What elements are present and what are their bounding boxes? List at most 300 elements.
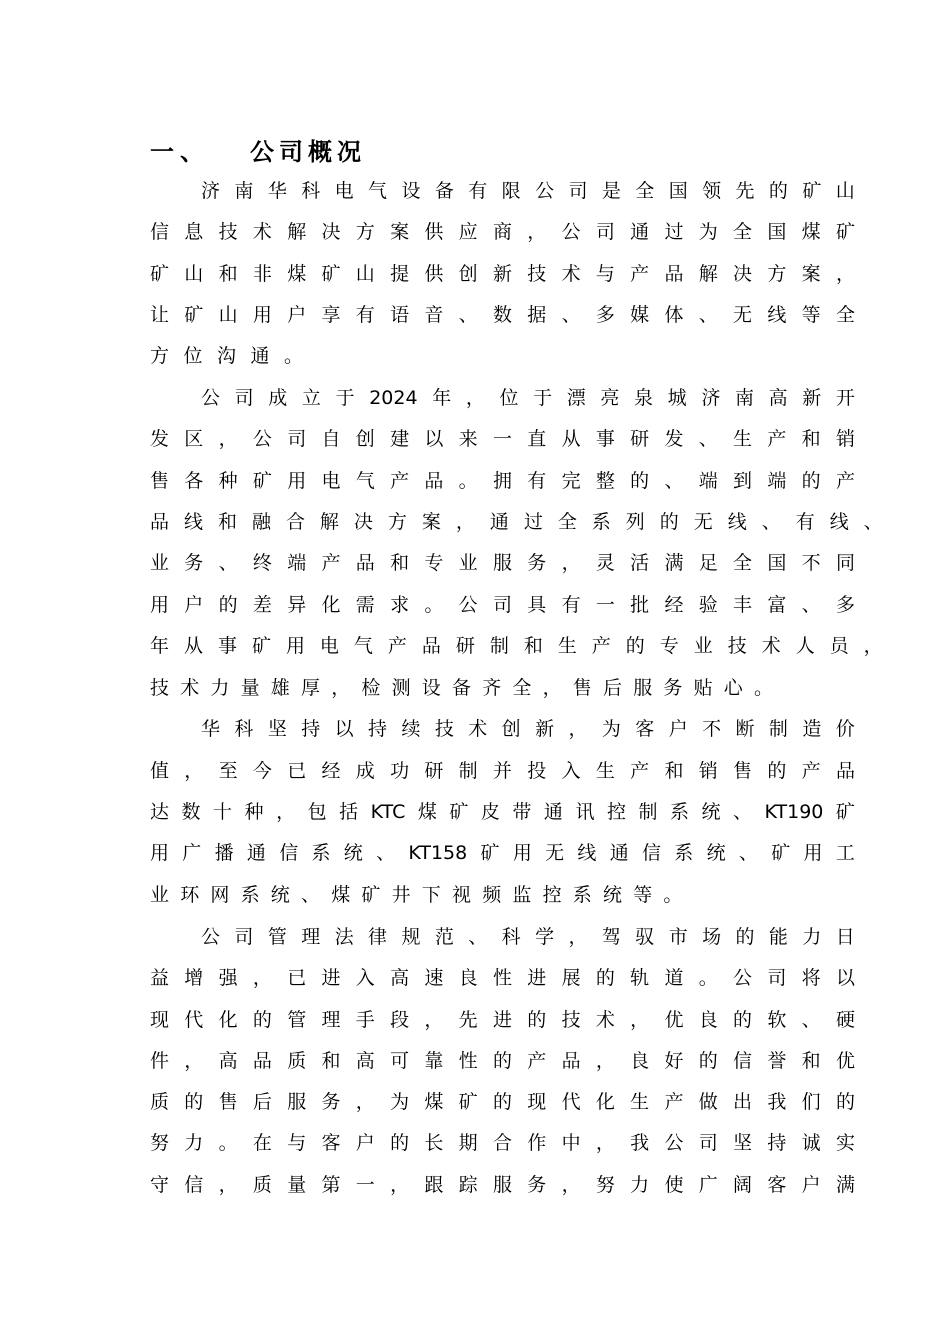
text-line [150,756,855,786]
glyph: 良 [630,1050,650,1072]
glyph: 验 [698,594,718,616]
glyph: 完 [561,470,581,492]
glyph: 。 [698,967,718,989]
glyph: 服 [287,1091,307,1113]
glyph: 售 [218,1091,238,1113]
glyph: 进 [492,1009,512,1031]
glyph: 场 [702,926,722,948]
glyph: 年 [432,387,452,409]
glyph: 的 [625,635,645,657]
glyph: 华 [267,180,287,202]
glyph: 司 [568,180,588,202]
glyph: 律 [368,926,388,948]
glyph: 、 [561,304,581,326]
glyph: 立 [301,387,321,409]
glyph: 、 [738,842,758,864]
glyph: 的 [252,1009,272,1031]
glyph: 的 [698,1050,718,1072]
glyph: 公 [201,926,221,948]
glyph: 法 [334,926,354,948]
glyph: 、 [863,511,883,533]
glyph: 无 [545,842,565,864]
glyph: 生 [630,1091,650,1113]
glyph: 研 [630,428,650,450]
glyph: 软 [767,1009,787,1031]
glyph: 现 [150,1009,170,1031]
glyph: 信 [150,221,170,243]
glyph: 、 [801,1009,821,1031]
glyph: 并 [492,760,512,782]
glyph: 质 [150,1091,170,1113]
glyph: 决 [353,511,373,533]
glyph: KT158 [408,842,468,864]
glyph: 山 [218,304,238,326]
text-line [150,963,855,993]
glyph: 融 [251,511,271,533]
glyph: 后 [252,1091,272,1113]
glyph: 、 [698,304,718,326]
glyph: 泉 [634,387,654,409]
glyph: 靠 [424,1050,444,1072]
glyph: 十 [213,801,233,823]
glyph: 速 [424,967,444,989]
glyph: 方 [767,263,787,285]
glyph: 做 [698,1091,718,1113]
glyph: 守 [150,1174,170,1196]
glyph: 销 [835,428,855,450]
glyph: 到 [733,470,753,492]
glyph: 高 [390,967,410,989]
glyph: 产 [630,263,650,285]
glyph: 持 [767,1132,787,1154]
glyph: ， [184,1050,204,1072]
glyph: 、 [376,842,396,864]
glyph: ， [465,387,485,409]
glyph: 户 [184,594,204,616]
glyph: ， [863,635,883,657]
glyph: 术 [561,263,581,285]
glyph: 案 [390,221,410,243]
glyph: ， [595,1132,615,1154]
glyph: 终 [252,552,272,574]
glyph: 销 [698,760,718,782]
glyph: 我 [767,1091,787,1113]
glyph: 的 [492,1091,512,1113]
glyph: ， [252,967,272,989]
glyph: 数 [492,304,512,326]
glyph: 技 [434,718,454,740]
glyph: 满 [835,1174,855,1196]
glyph: 创 [458,263,478,285]
glyph: 气 [353,635,373,657]
glyph: 们 [801,1091,821,1113]
glyph: 学 [535,926,555,948]
glyph: ， [355,1091,375,1113]
glyph: 功 [390,760,410,782]
glyph: 制 [489,635,509,657]
glyph: 科 [301,180,321,202]
glyph: 的 [184,1091,204,1113]
glyph: 造 [802,718,822,740]
glyph: 济 [201,180,221,202]
glyph: 作 [527,1132,547,1154]
glyph: 广 [182,842,202,864]
glyph: 、 [761,511,781,533]
glyph: 山 [355,263,375,285]
glyph: 矿 [802,180,822,202]
glyph: 矿 [321,263,341,285]
glyph: 公 [733,967,753,989]
glyph: 具 [527,594,547,616]
glyph: 日 [835,926,855,948]
glyph: 售 [733,760,753,782]
glyph: 力 [802,926,822,948]
glyph: 、 [664,470,684,492]
glyph: 务 [527,552,547,574]
glyph: 司 [234,387,254,409]
glyph: 音 [424,304,444,326]
glyph: 品 [424,470,444,492]
glyph: ， [218,1174,238,1196]
glyph: 广 [698,1174,718,1196]
glyph: 务 [321,1091,341,1113]
glyph: 有 [468,180,488,202]
glyph: 以 [424,428,444,450]
glyph: ， [568,718,588,740]
glyph: 优 [664,1009,684,1031]
glyph: 用 [512,842,532,864]
glyph: 系 [311,842,331,864]
glyph: 品 [835,760,855,782]
glyph: 从 [183,635,203,657]
glyph: 进 [321,967,341,989]
glyph: 线 [829,511,849,533]
glyph: 合 [492,1132,512,1154]
glyph: 有 [561,594,581,616]
glyph: 南 [734,387,754,409]
glyph: 长 [424,1132,444,1154]
glyph: 强 [218,967,238,989]
glyph: 、 [698,428,718,450]
glyph: ， [455,511,475,533]
glyph: 享 [321,304,341,326]
glyph: 山 [184,263,204,285]
glyph: 户 [355,1132,375,1154]
glyph: 经 [321,760,341,782]
glyph: 术 [761,635,781,657]
glyph: 矿 [251,635,271,657]
glyph: 司 [287,428,307,450]
glyph: 新 [492,263,512,285]
glyph: 持 [368,718,388,740]
glyph: 入 [355,967,375,989]
glyph: 矿 [835,801,855,823]
glyph: 和 [801,428,821,450]
glyph: 客 [635,718,655,740]
glyph: 品 [150,511,170,533]
glyph: 品 [664,263,684,285]
glyph: 用 [150,594,170,616]
glyph: 线 [727,511,747,533]
glyph: 管 [267,926,287,948]
glyph: 亮 [600,387,620,409]
glyph: 提 [390,263,410,285]
glyph: 为 [698,221,718,243]
glyph: 产 [835,470,855,492]
glyph: 等 [801,304,821,326]
glyph: 发 [664,428,684,450]
glyph: 统 [706,842,726,864]
glyph: ， [595,1050,615,1072]
glyph: 无 [733,304,753,326]
glyph: 矿 [449,801,469,823]
glyph: 解 [319,511,339,533]
glyph: 有 [355,304,375,326]
glyph: 中 [561,1132,581,1154]
glyph: 努 [150,1132,170,1154]
glyph: 投 [527,760,547,782]
glyph: 电 [319,635,339,657]
glyph: 阔 [733,1174,753,1196]
glyph: 将 [801,967,821,989]
glyph: 规 [401,926,421,948]
glyph: 国 [668,180,688,202]
glyph: 技 [561,1009,581,1031]
glyph: 专 [424,552,444,574]
glyph: 良 [458,967,478,989]
glyph: 应 [458,221,478,243]
glyph: 可 [390,1050,410,1072]
glyph: ， [276,801,296,823]
glyph: 公 [664,1132,684,1154]
glyph: 经 [664,594,684,616]
text-line [150,507,883,537]
glyph: 已 [287,967,307,989]
glyph: 一 [492,428,512,450]
glyph: 工 [835,842,855,864]
glyph: 通 [630,221,650,243]
glyph: 与 [595,263,615,285]
glyph: 新 [802,387,822,409]
glyph: 产 [664,1091,684,1113]
glyph: 系 [591,511,611,533]
glyph: 至 [218,760,238,782]
glyph: 全 [835,304,855,326]
glyph: 国 [767,221,787,243]
glyph: 电 [321,470,341,492]
glyph: 新 [535,718,555,740]
glyph: 方 [387,511,407,533]
glyph: 驾 [601,926,621,948]
glyph: 济 [701,387,721,409]
glyph: 高 [768,387,788,409]
glyph: 自 [321,428,341,450]
glyph: 信 [279,842,299,864]
glyph: 服 [492,1174,512,1196]
glyph: 开 [835,387,855,409]
glyph: 过 [523,511,543,533]
glyph: 使 [664,1174,684,1196]
glyph: 性 [492,967,512,989]
glyph: ， [568,926,588,948]
glyph: 技 [727,635,747,657]
glyph: 研 [455,635,475,657]
glyph: 出 [733,1091,753,1113]
glyph: 价 [835,718,855,740]
section-heading [150,131,366,167]
glyph: 和 [217,511,237,533]
glyph: 矿 [835,221,855,243]
glyph: 息 [184,221,204,243]
glyph: 煤 [424,1091,444,1113]
glyph: 从 [561,428,581,450]
glyph: 科 [501,926,521,948]
text-line [150,1170,855,1200]
glyph: 、 [801,594,821,616]
glyph: 系 [674,842,694,864]
glyph: 全 [733,221,753,243]
glyph: 产 [767,428,787,450]
glyph: 管 [287,1009,307,1031]
glyph: 有 [527,470,547,492]
glyph: 持 [301,718,321,740]
glyph: 于 [335,387,355,409]
glyph: 山 [835,180,855,202]
glyph: 让 [150,304,170,326]
glyph: ， [630,1009,650,1031]
glyph: 高 [218,1050,238,1072]
glyph: 益 [150,967,170,989]
glyph: 、 [458,304,478,326]
glyph: 踪 [458,1174,478,1196]
glyph: 南 [234,180,254,202]
glyph: 务 [527,1174,547,1196]
glyph: 全 [635,180,655,202]
glyph: 高 [355,1050,375,1072]
glyph: 手 [355,1009,375,1031]
glyph: 司 [767,967,787,989]
glyph: 矿 [458,1091,478,1113]
glyph: 案 [801,263,821,285]
glyph: 值 [150,760,170,782]
section-title: 公司概况 [250,137,366,166]
glyph: 活 [630,552,650,574]
glyph: 誉 [767,1050,787,1072]
glyph: 人 [795,635,815,657]
glyph: 数 [181,801,201,823]
text-line [201,922,855,952]
glyph: 建 [390,428,410,450]
glyph: 诚 [801,1132,821,1154]
glyph: 化 [321,594,341,616]
glyph: 进 [527,967,547,989]
glyph: 供 [424,221,444,243]
glyph: 华 [201,718,221,740]
glyph: 过 [664,221,684,243]
glyph: 用 [285,635,305,657]
text-line: 方位沟通。 [150,345,318,367]
glyph: ， [218,428,238,450]
glyph: 产 [591,635,611,657]
glyph: 术 [595,1009,615,1031]
glyph: 语 [390,304,410,326]
glyph: 化 [595,1091,615,1113]
glyph: 生 [595,760,615,782]
glyph: 端 [287,552,307,574]
glyph: 位 [499,387,519,409]
glyph: 带 [512,801,532,823]
glyph: 种 [218,470,238,492]
glyph: 的 [767,760,787,782]
glyph: 矿 [480,842,500,864]
glyph: 2024 [369,387,418,409]
glyph: 备 [434,180,454,202]
text-line [150,548,855,578]
glyph: 客 [767,1174,787,1196]
glyph: 努 [595,1174,615,1196]
glyph: 好 [664,1050,684,1072]
glyph: 通 [489,511,509,533]
text-line [201,383,855,413]
glyph: 坚 [733,1132,753,1154]
glyph: 客 [321,1132,341,1154]
glyph: 同 [835,552,855,574]
glyph: 整 [595,470,615,492]
glyph: 异 [287,594,307,616]
glyph: 业 [150,552,170,574]
glyph: 驭 [635,926,655,948]
glyph: 制 [458,760,478,782]
glyph: 第 [321,1174,341,1196]
glyph: 质 [287,1050,307,1072]
glyph: 一 [355,1174,375,1196]
glyph: 成 [268,387,288,409]
glyph: 户 [668,718,688,740]
glyph: ， [561,1174,581,1196]
glyph: 线 [183,511,203,533]
glyph: 批 [630,594,650,616]
glyph: 的 [390,1132,410,1154]
glyph: 产 [321,552,341,574]
glyph: 公 [201,387,221,409]
glyph: 满 [664,552,684,574]
glyph: 质 [252,1174,272,1196]
glyph: 发 [150,428,170,450]
glyph: 、 [218,552,238,574]
glyph: 司 [234,926,254,948]
glyph: 力 [184,1132,204,1154]
glyph: 事 [595,428,615,450]
glyph: 非 [252,263,272,285]
glyph: 有 [795,511,815,533]
glyph: 和 [218,263,238,285]
glyph: 线 [577,842,597,864]
text-line: 业环网系统、煤矿井下视频监控系统等。 [150,884,694,906]
glyph: KTC [370,801,406,823]
glyph: 司 [492,594,512,616]
glyph: 方 [355,221,375,243]
glyph: 现 [527,1091,547,1113]
glyph: 和 [801,1050,821,1072]
glyph: 矿 [150,263,170,285]
glyph: 的 [801,470,821,492]
text-line [150,797,855,827]
glyph: 直 [527,428,547,450]
glyph: 区 [184,428,204,450]
glyph: 代 [184,1009,204,1031]
glyph: 坚 [267,718,287,740]
glyph: 道 [664,967,684,989]
